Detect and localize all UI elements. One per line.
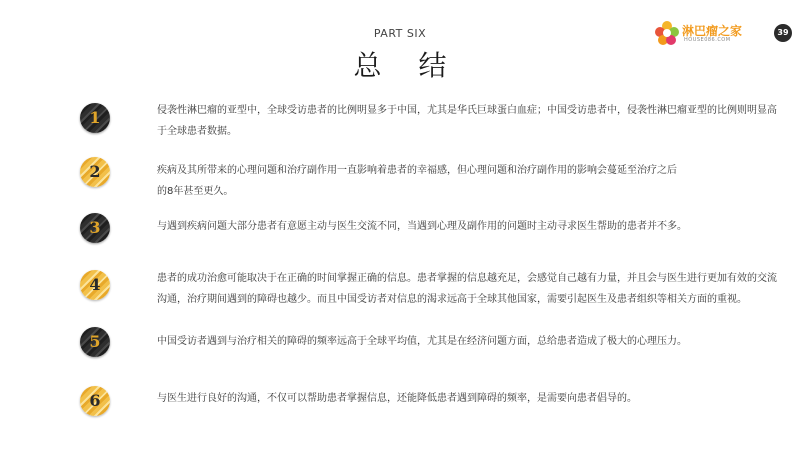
number-badge: 6 [80, 386, 110, 416]
number-badge: 3 [80, 213, 110, 243]
number-badge: 1 [80, 103, 110, 133]
logo-flower-icon [654, 20, 680, 46]
number-badge: 5 [80, 327, 110, 357]
number-badge: 2 [80, 157, 110, 187]
page-number-badge: 39 [774, 24, 792, 42]
page-title: 总 结 [353, 49, 461, 82]
part-label: PART SIX [373, 27, 427, 40]
logo-text: 淋巴瘤之家 [682, 24, 743, 38]
summary-text: 中国受访者遇到与治疗相关的障碍的频率远高于全球平均值，尤其是在经济问题方面，总给患者造成了极大的心理压力。 [157, 336, 687, 347]
summary-text: 疾病及其所带来的心理问题和治疗副作用一直影响着患者的幸福感，但心理问题和治疗副作用的影响会蔓延至治疗之后的8年甚至更久。 [157, 165, 677, 197]
summary-text: 与医生进行良好的沟通，不仅可以帮助患者掌握信息，还能降低患者遇到障碍的频率，是需要向患者倡导的。 [157, 393, 637, 404]
summary-text: 患者的成功治愈可能取决于在正确的时间掌握正确的信息。患者掌握的信息越充足，会感觉自己越有力量，并且会与医生进行更加有效的交流沟通，治疗期间遇到的障碍也越少。而且中国受访者对信息的渴求远高于全球其他国家，需要引起医生及患者组织等相关方面的重视。 [157, 273, 777, 305]
summary-text: 与遇到疾病问题大部分患者有意愿主动与医生交流不同，当遇到心理及副作用的问题时主动寻求医生帮助的患者并不多。 [157, 221, 687, 232]
summary-text: 侵袭性淋巴瘤的亚型中，全球受访患者的比例明显多于中国，尤其是华氏巨球蛋白血症；中国受访患者中，侵袭性淋巴瘤亚型的比例则明显高于全球患者数据。 [157, 105, 777, 137]
logo-url: HOUSE086.COM [684, 37, 731, 43]
site-logo[interactable] [654, 20, 796, 48]
number-badge: 4 [80, 270, 110, 300]
